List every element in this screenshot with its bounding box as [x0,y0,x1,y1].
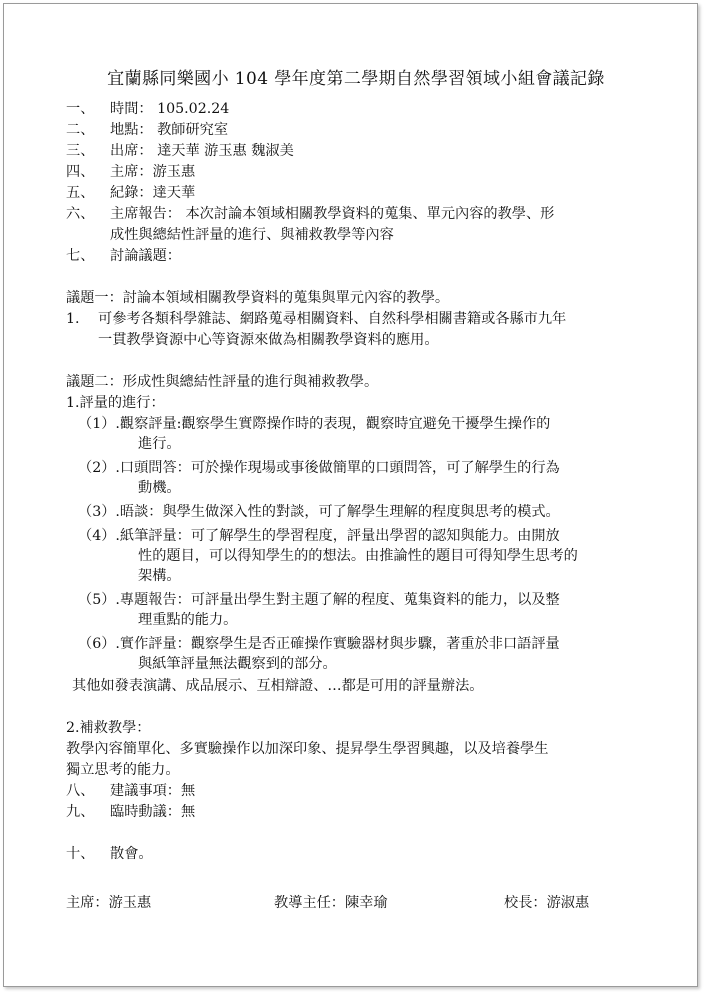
attendees-line: 三、 出席： 達天華 游玉惠 魏淑美 [66,143,294,159]
suggestions-line: 八、 建議事項：無 [66,783,196,799]
list-item: （6）.實作評量：觀察學生是否正確操作實驗器材與步驟，著重於非口語評量 與紙筆評量無法觀察到的部分。 [78,636,560,672]
topic-one-heading: 議題一：討論本領域相關教學資料的蒐集與單元內容的教學。 [66,290,450,306]
extempore-motion-line: 九、 臨時動議：無 [66,804,196,820]
page-title: 宜蘭縣同樂國小 104 學年度第二學期自然學習領域小組會議記錄 [107,69,605,89]
assessment-list [66,414,646,674]
list-item: （4）.紙筆評量：可了解學生的學習程度，評量出學習的認知與能力。由開放 性的題目，可以得知學生的的想法。由推論性的題目可得知學生思考的 架構。 [78,528,578,584]
director-signature: 教導主任：陳幸瑜 [274,895,388,911]
topic-one-item-continuation: 一貫教學資源中心等資源來做為相關教學資料的應用。 [98,332,439,348]
remedial-text-continuation: 獨立思考的能力。 [66,762,180,778]
location-line: 二、 地點： 教師研究室 [66,122,229,138]
time-line: 一、 時間： 105.02.24 [66,101,230,117]
chair-report-line: 六、 主席報告： 本次討論本領域相關教學資料的蒐集、單元內容的教學、形 [66,206,555,222]
topic-two-heading: 議題二：形成性與總結性評量的進行與補救教學。 [66,374,379,390]
list-item: （5）.專題報告：可評量出學生對主題了解的程度、蒐集資料的能力，以及整 理重點的能力。 [78,592,560,628]
assessment-section-heading: 1.評量的進行： [66,395,165,411]
meeting-minutes [66,64,646,865]
other-assessment-note: 其他如發表演講、成品展示、互相辯證、…都是可用的評量辦法。 [72,678,484,694]
chair-signature: 主席：游玉惠 [66,895,152,911]
adjourn-line: 十、 散會。 [66,846,153,862]
principal-signature: 校長：游淑惠 [504,895,590,911]
recorder-line: 五、 紀錄：達天華 [66,185,196,201]
chair-report-continuation: 成性與總結性評量的進行、與補救教學等內容 [110,227,394,243]
remedial-text: 教學內容簡單化、多實驗操作以加深印象、提昇學生學習興趣，以及培養學生 [66,741,549,757]
chair-line: 四、 主席：游玉惠 [66,164,196,180]
list-item: （2）.口頭問答：可於操作現場或事後做簡單的口頭問答，可了解學生的行為 動機。 [78,460,560,496]
discussion-line: 七、 討論議題： [66,248,181,264]
topic-one-item: 1. 可參考各類科學雜誌、網路蒐尋相關資料、自然科學相關書籍或各縣市九年 [66,311,567,327]
list-item: （1）.觀察評量:觀察學生實際操作時的表現，觀察時宜避免干擾學生操作的 進行。 [78,416,551,452]
list-item: （3）.晤談：與學生做深入性的對談，可了解學生理解的程度與思考的模式。 [78,504,560,520]
remedial-section-heading: 2.補救教學： [66,720,151,736]
